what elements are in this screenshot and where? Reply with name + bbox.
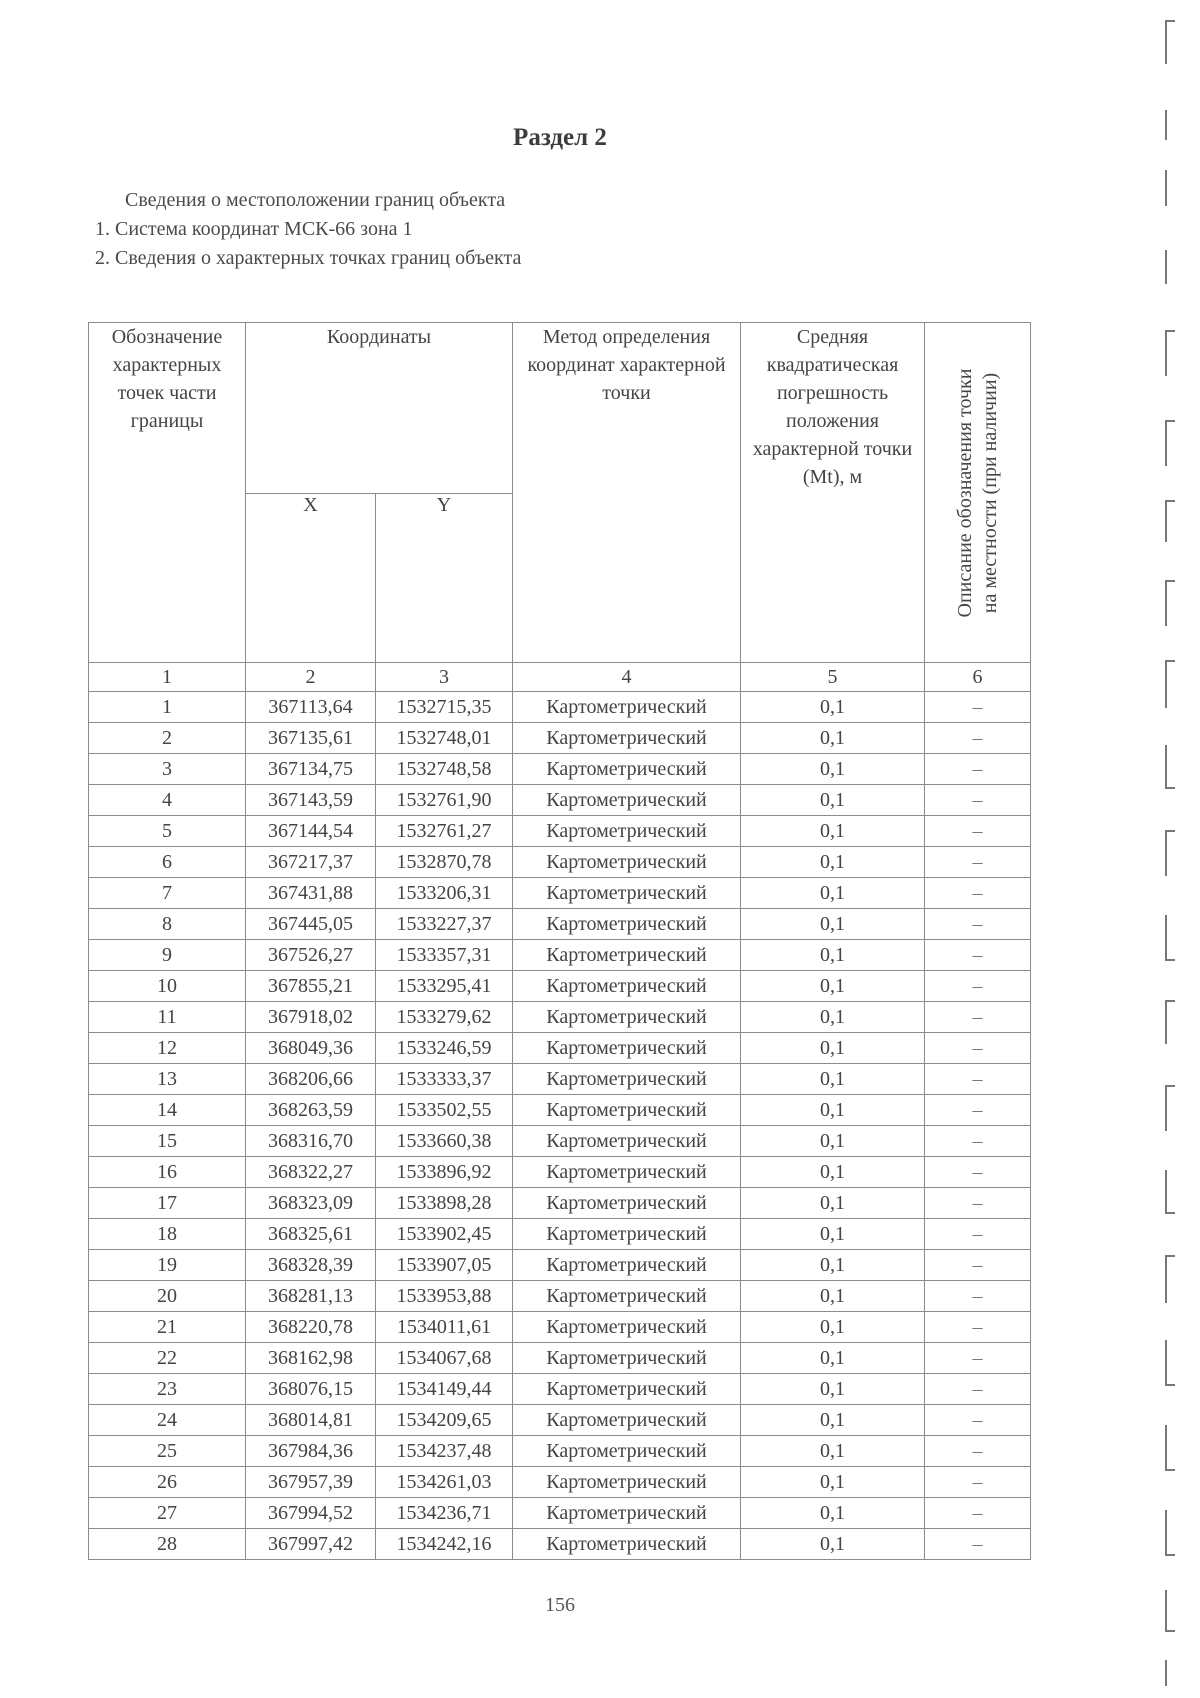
cell-mean-error: 0,1 <box>741 878 925 909</box>
cell-description: – <box>925 1126 1031 1157</box>
cell-description: – <box>925 1436 1031 1467</box>
cell-point-number: 8 <box>89 909 246 940</box>
table-row <box>89 754 1031 785</box>
scan-edge-mark <box>1165 745 1175 789</box>
cell-mean-error: 0,1 <box>741 785 925 816</box>
cell-description: – <box>925 754 1031 785</box>
table-row <box>89 1281 1031 1312</box>
intro-block <box>95 186 521 273</box>
header-y: Y <box>376 494 513 663</box>
table-row <box>89 878 1031 909</box>
cell-point-number: 3 <box>89 754 246 785</box>
cell-point-number: 14 <box>89 1095 246 1126</box>
cell-coord-y: 1533357,31 <box>376 940 513 971</box>
cell-method: Картометрический <box>513 1002 741 1033</box>
scan-edge-mark <box>1165 250 1175 284</box>
table-row <box>89 1157 1031 1188</box>
cell-point-number: 26 <box>89 1467 246 1498</box>
cell-description: – <box>925 1374 1031 1405</box>
cell-point-number: 19 <box>89 1250 246 1281</box>
cell-method: Картометрический <box>513 940 741 971</box>
cell-description: – <box>925 1281 1031 1312</box>
cell-description: – <box>925 1064 1031 1095</box>
scan-edge-mark <box>1165 1170 1175 1214</box>
cell-mean-error: 0,1 <box>741 1374 925 1405</box>
scan-edge-mark <box>1165 330 1175 376</box>
cell-coord-y: 1532761,27 <box>376 816 513 847</box>
cell-point-number: 11 <box>89 1002 246 1033</box>
cell-method: Картометрический <box>513 1281 741 1312</box>
cell-method: Картометрический <box>513 1250 741 1281</box>
cell-method: Картометрический <box>513 1219 741 1250</box>
cell-point-number: 9 <box>89 940 246 971</box>
cell-point-number: 4 <box>89 785 246 816</box>
table-row <box>89 785 1031 816</box>
cell-coord-y: 1533902,45 <box>376 1219 513 1250</box>
cell-coord-y: 1533907,05 <box>376 1250 513 1281</box>
cell-coord-y: 1533279,62 <box>376 1002 513 1033</box>
cell-coord-y: 1533246,59 <box>376 1033 513 1064</box>
column-number: 1 <box>89 663 246 692</box>
cell-coord-x: 367855,21 <box>246 971 376 1002</box>
scan-edge-mark <box>1165 1340 1175 1386</box>
scan-edge-mark <box>1165 915 1175 961</box>
cell-mean-error: 0,1 <box>741 1002 925 1033</box>
cell-coord-x: 367431,88 <box>246 878 376 909</box>
table-row <box>89 1188 1031 1219</box>
table-row <box>89 692 1031 723</box>
header-description-line2: на местности (при наличии) <box>978 372 1001 613</box>
cell-method: Картометрический <box>513 1312 741 1343</box>
cell-mean-error: 0,1 <box>741 1219 925 1250</box>
table-row <box>89 1312 1031 1343</box>
cell-coord-y: 1532748,01 <box>376 723 513 754</box>
cell-mean-error: 0,1 <box>741 1033 925 1064</box>
table-row <box>89 847 1031 878</box>
table-row <box>89 1033 1031 1064</box>
cell-coord-y: 1534011,61 <box>376 1312 513 1343</box>
scan-edge-mark <box>1165 1590 1175 1632</box>
cell-description: – <box>925 878 1031 909</box>
cell-coord-y: 1534067,68 <box>376 1343 513 1374</box>
cell-description: – <box>925 723 1031 754</box>
cell-method: Картометрический <box>513 1126 741 1157</box>
cell-coord-y: 1533227,37 <box>376 909 513 940</box>
cell-method: Картометрический <box>513 785 741 816</box>
intro-heading: Сведения о местоположении границ объекта <box>125 189 506 211</box>
cell-description: – <box>925 940 1031 971</box>
table-row <box>89 1095 1031 1126</box>
cell-method: Картометрический <box>513 1343 741 1374</box>
cell-mean-error: 0,1 <box>741 1498 925 1529</box>
cell-description: – <box>925 785 1031 816</box>
cell-coord-x: 367526,27 <box>246 940 376 971</box>
cell-method: Картометрический <box>513 878 741 909</box>
cell-coord-x: 368162,98 <box>246 1343 376 1374</box>
cell-mean-error: 0,1 <box>741 1188 925 1219</box>
cell-coord-y: 1532761,90 <box>376 785 513 816</box>
cell-mean-error: 0,1 <box>741 1250 925 1281</box>
cell-coord-y: 1534149,44 <box>376 1374 513 1405</box>
cell-coord-x: 367217,37 <box>246 847 376 878</box>
cell-description: – <box>925 1157 1031 1188</box>
cell-description: – <box>925 1002 1031 1033</box>
cell-coord-y: 1534209,65 <box>376 1405 513 1436</box>
cell-method: Картометрический <box>513 971 741 1002</box>
cell-point-number: 21 <box>89 1312 246 1343</box>
cell-coord-x: 368263,59 <box>246 1095 376 1126</box>
cell-coord-x: 367135,61 <box>246 723 376 754</box>
cell-point-number: 25 <box>89 1436 246 1467</box>
cell-mean-error: 0,1 <box>741 1064 925 1095</box>
header-description <box>925 323 1031 663</box>
scan-edge-mark <box>1165 1510 1175 1556</box>
cell-mean-error: 0,1 <box>741 816 925 847</box>
cell-coord-y: 1533295,41 <box>376 971 513 1002</box>
cell-mean-error: 0,1 <box>741 692 925 723</box>
scan-edge-mark <box>1165 170 1175 206</box>
cell-point-number: 7 <box>89 878 246 909</box>
cell-coord-y: 1533502,55 <box>376 1095 513 1126</box>
scan-edge-mark <box>1165 110 1175 140</box>
cell-description: – <box>925 1250 1031 1281</box>
cell-description: – <box>925 1405 1031 1436</box>
column-number: 6 <box>925 663 1031 692</box>
table-row <box>89 1250 1031 1281</box>
cell-mean-error: 0,1 <box>741 909 925 940</box>
cell-method: Картометрический <box>513 1064 741 1095</box>
cell-coord-x: 367134,75 <box>246 754 376 785</box>
cell-method: Картометрический <box>513 1033 741 1064</box>
cell-point-number: 5 <box>89 816 246 847</box>
cell-coord-x: 368325,61 <box>246 1219 376 1250</box>
table-body <box>89 692 1031 1560</box>
cell-coord-y: 1534236,71 <box>376 1498 513 1529</box>
cell-coord-y: 1533206,31 <box>376 878 513 909</box>
header-method: Метод определения координат характерной точки <box>513 323 741 663</box>
cell-coord-y: 1534237,48 <box>376 1436 513 1467</box>
table-row <box>89 816 1031 847</box>
table-row <box>89 723 1031 754</box>
cell-method: Картометрический <box>513 1095 741 1126</box>
cell-description: – <box>925 816 1031 847</box>
cell-method: Картометрический <box>513 847 741 878</box>
cell-coord-x: 367997,42 <box>246 1529 376 1560</box>
cell-mean-error: 0,1 <box>741 1467 925 1498</box>
column-number: 3 <box>376 663 513 692</box>
cell-method: Картометрический <box>513 816 741 847</box>
cell-description: – <box>925 692 1031 723</box>
cell-method: Картометрический <box>513 1498 741 1529</box>
table-row <box>89 1126 1031 1157</box>
cell-coord-y: 1534242,16 <box>376 1529 513 1560</box>
cell-method: Картометрический <box>513 1436 741 1467</box>
cell-mean-error: 0,1 <box>741 1126 925 1157</box>
cell-point-number: 15 <box>89 1126 246 1157</box>
cell-coord-y: 1533660,38 <box>376 1126 513 1157</box>
cell-mean-error: 0,1 <box>741 1157 925 1188</box>
cell-mean-error: 0,1 <box>741 723 925 754</box>
cell-mean-error: 0,1 <box>741 971 925 1002</box>
cell-coord-x: 367957,39 <box>246 1467 376 1498</box>
intro-coordinate-system: 1. Система координат МСК-66 зона 1 <box>95 218 413 240</box>
cell-description: – <box>925 909 1031 940</box>
cell-point-number: 22 <box>89 1343 246 1374</box>
cell-method: Картометрический <box>513 754 741 785</box>
header-point-designation: Обозначение характерных точек части границы <box>89 323 246 663</box>
cell-mean-error: 0,1 <box>741 1312 925 1343</box>
cell-description: – <box>925 1529 1031 1560</box>
cell-point-number: 27 <box>89 1498 246 1529</box>
table-row <box>89 1002 1031 1033</box>
cell-coord-x: 368328,39 <box>246 1250 376 1281</box>
cell-mean-error: 0,1 <box>741 1343 925 1374</box>
cell-coord-x: 368323,09 <box>246 1188 376 1219</box>
scan-edge-mark <box>1165 580 1175 626</box>
cell-mean-error: 0,1 <box>741 847 925 878</box>
cell-point-number: 1 <box>89 692 246 723</box>
cell-coord-x: 368316,70 <box>246 1126 376 1157</box>
cell-coord-x: 368076,15 <box>246 1374 376 1405</box>
cell-coord-y: 1533898,28 <box>376 1188 513 1219</box>
cell-point-number: 18 <box>89 1219 246 1250</box>
cell-description: – <box>925 1467 1031 1498</box>
scan-edge-mark <box>1165 20 1175 64</box>
header-coordinates: Координаты <box>246 323 513 494</box>
cell-point-number: 20 <box>89 1281 246 1312</box>
table-row <box>89 1064 1031 1095</box>
cell-point-number: 28 <box>89 1529 246 1560</box>
header-description-line1: Описание обозначения точки <box>953 368 976 617</box>
cell-method: Картометрический <box>513 1467 741 1498</box>
cell-point-number: 17 <box>89 1188 246 1219</box>
column-number: 5 <box>741 663 925 692</box>
cell-mean-error: 0,1 <box>741 754 925 785</box>
cell-point-number: 2 <box>89 723 246 754</box>
cell-coord-y: 1532870,78 <box>376 847 513 878</box>
cell-coord-y: 1533333,37 <box>376 1064 513 1095</box>
cell-mean-error: 0,1 <box>741 1405 925 1436</box>
table-row <box>89 1343 1031 1374</box>
page-number: 156 <box>545 1594 575 1616</box>
cell-coord-x: 367445,05 <box>246 909 376 940</box>
table-row <box>89 1467 1031 1498</box>
cell-description: – <box>925 1095 1031 1126</box>
cell-coord-y: 1532715,35 <box>376 692 513 723</box>
cell-coord-x: 367144,54 <box>246 816 376 847</box>
cell-method: Картометрический <box>513 1374 741 1405</box>
cell-description: – <box>925 1343 1031 1374</box>
scan-edge-mark <box>1165 500 1175 542</box>
cell-method: Картометрический <box>513 1405 741 1436</box>
table-row <box>89 1405 1031 1436</box>
scan-edge-mark <box>1165 660 1175 708</box>
cell-method: Картометрический <box>513 1157 741 1188</box>
boundary-points-table <box>88 322 1031 1560</box>
cell-point-number: 10 <box>89 971 246 1002</box>
scan-edge-mark <box>1165 1255 1175 1303</box>
cell-point-number: 13 <box>89 1064 246 1095</box>
table-row <box>89 909 1031 940</box>
cell-description: – <box>925 1312 1031 1343</box>
table-row <box>89 1374 1031 1405</box>
column-number: 2 <box>246 663 376 692</box>
cell-coord-x: 368206,66 <box>246 1064 376 1095</box>
cell-description: – <box>925 1219 1031 1250</box>
cell-coord-y: 1532748,58 <box>376 754 513 785</box>
cell-coord-x: 368220,78 <box>246 1312 376 1343</box>
cell-coord-y: 1534261,03 <box>376 1467 513 1498</box>
cell-coord-x: 368281,13 <box>246 1281 376 1312</box>
table-row <box>89 1219 1031 1250</box>
column-number: 4 <box>513 663 741 692</box>
table-row <box>89 1498 1031 1529</box>
scan-edge-mark <box>1165 830 1175 876</box>
table-row <box>89 940 1031 971</box>
cell-coord-x: 368322,27 <box>246 1157 376 1188</box>
page-title: Раздел 2 <box>513 124 607 151</box>
cell-method: Картометрический <box>513 692 741 723</box>
cell-point-number: 12 <box>89 1033 246 1064</box>
cell-description: – <box>925 1188 1031 1219</box>
cell-method: Картометрический <box>513 909 741 940</box>
cell-coord-x: 367143,59 <box>246 785 376 816</box>
cell-coord-y: 1533896,92 <box>376 1157 513 1188</box>
cell-point-number: 16 <box>89 1157 246 1188</box>
table-row <box>89 1436 1031 1467</box>
cell-description: – <box>925 1498 1031 1529</box>
cell-method: Картометрический <box>513 723 741 754</box>
cell-description: – <box>925 1033 1031 1064</box>
cell-coord-x: 367918,02 <box>246 1002 376 1033</box>
cell-mean-error: 0,1 <box>741 1436 925 1467</box>
scan-edge-mark <box>1165 1000 1175 1044</box>
intro-points-heading: 2. Сведения о характерных точках границ объекта <box>95 247 522 269</box>
cell-mean-error: 0,1 <box>741 1281 925 1312</box>
scan-edge-marks <box>1165 20 1189 1690</box>
cell-method: Картометрический <box>513 1529 741 1560</box>
cell-point-number: 23 <box>89 1374 246 1405</box>
header-mean-error: Средняя квадратическая погрешность положения характерной точки (Mt), м <box>741 323 925 663</box>
cell-mean-error: 0,1 <box>741 1095 925 1126</box>
cell-coord-x: 367113,64 <box>246 692 376 723</box>
scan-edge-mark <box>1165 420 1175 466</box>
cell-mean-error: 0,1 <box>741 940 925 971</box>
header-x: X <box>246 494 376 663</box>
scan-edge-mark <box>1165 1425 1175 1471</box>
table-row <box>89 1529 1031 1560</box>
cell-point-number: 6 <box>89 847 246 878</box>
cell-method: Картометрический <box>513 1188 741 1219</box>
table-row <box>89 971 1031 1002</box>
cell-coord-x: 367994,52 <box>246 1498 376 1529</box>
cell-description: – <box>925 971 1031 1002</box>
scan-edge-mark <box>1165 1085 1175 1131</box>
cell-coord-x: 368049,36 <box>246 1033 376 1064</box>
cell-description: – <box>925 847 1031 878</box>
header-description-text <box>953 368 1003 617</box>
cell-mean-error: 0,1 <box>741 1529 925 1560</box>
cell-coord-y: 1533953,88 <box>376 1281 513 1312</box>
cell-point-number: 24 <box>89 1405 246 1436</box>
scan-edge-mark <box>1165 1660 1175 1686</box>
cell-coord-x: 368014,81 <box>246 1405 376 1436</box>
cell-coord-x: 367984,36 <box>246 1436 376 1467</box>
